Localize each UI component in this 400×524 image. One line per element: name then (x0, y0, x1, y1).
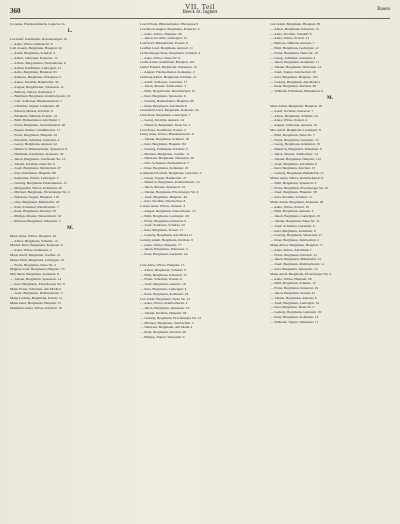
directory-entry: — Heinrich, Bergmann, Rohrbacherstr. 14 (140, 180, 200, 185)
directory-entry: — Georg, Invalide, Annastr. 14 (140, 117, 184, 122)
directory-entry: — Ludwig, Bergmann, Gartenstr. 20 (270, 310, 322, 315)
directory-entry: Maier Adam, Bergmann, Kaiserstr. 28 (270, 199, 324, 204)
col1-top-list (10, 22, 130, 27)
directory-entry: Liesenfeld Josef, Bergmann, Kaiserstr. 24 (140, 108, 199, 113)
directory-entry: Lieblang Albert, Bergmann, Kirchstr. 21 (140, 74, 197, 79)
directory-entry: — Peter, Bergmann, Kirchstr. 30 (270, 84, 316, 89)
directory-entry: — Karl, Invalide, Sulzbachstr. 8 (140, 199, 186, 204)
directory-entry: — Ludwig, Bergmann, Bahnhofstr. 21 (270, 171, 324, 176)
directory-entry: — Albert, Bergmann, Schulstr. 12 (10, 238, 58, 243)
directory-entry: — Karl, Bergmann, Ludwigstr. 4 (140, 287, 187, 292)
directory-entry: — Emil, Bergmann, Annastr. 2 (270, 209, 314, 214)
directory-entry: — Franz, Bergmann, Kaiserstr. 6 (140, 218, 187, 223)
directory-entry: — Karl, Bergmann, Poststr. 17 (140, 228, 184, 233)
directory-entry: — Adolf, Invalide, Kaiserstr. 7 (270, 108, 314, 113)
directory-entry: — Johann, Bergmann, Elversberger Str. 6 (140, 189, 199, 194)
directory-entry: Leuffen Josef, Bergmann, Annastr. 11 (140, 45, 193, 50)
directory-entry: Lesch Franz, Hüttenarbeiter, Pfarrgasse 6 (140, 22, 198, 26)
directory-entry: — Peter, Bergmann, Kohlenstr. 23 (140, 291, 189, 296)
directory-entry: Mai Jakob, Bergmann, Gartenstr. 8 (10, 272, 60, 277)
directory-entry: — Anna, Witwe, Hauptstr. 26 (270, 276, 312, 281)
directory-entry: — Ludwig, Bergmann, Ensheimerstr. 15 (10, 180, 67, 185)
directory-entry: — August, Bergarbeiter, Wiesenstr. 11 (10, 84, 64, 89)
directory-entry: — Jakob, Maurer, Spieserstr. 19 (140, 185, 186, 190)
directory-entry: — Nikolaus, Bergmann, Wiesenstr. 20 (140, 156, 194, 161)
directory-entry: — Josef, Bergmann, Rohrbacherstr. 11 (270, 262, 325, 267)
directory-entry: Ludwig Adam, Bergmann, Kirchstr. 8 (140, 237, 193, 242)
directory-entry: — August, Bergmann, Neuweilerstr. 15 (140, 209, 196, 214)
directory-entry: — Alfred, Kaufmann, Ludwigstr. 21 (10, 65, 62, 70)
directory-entry: — Emil, Bergmann, Neue Str. 7 (270, 132, 315, 137)
directory-entry: — Josef, Bergmann, Hauptstr. 49 (140, 194, 187, 199)
directory-entry: — Peter, Bergmann, Gartenstr. 24 (140, 252, 188, 257)
directory-entry: — Georg, Bergmann, Annastr. 22 (10, 142, 58, 147)
directory-entry: — Paul, Schreiner, Rischbachstr. 7 (10, 204, 59, 209)
directory-entry: — Ernst, Bergmann, Saarbrückerstr. 40 (10, 123, 66, 128)
directory-entry: — Johann, Bergmann, Wiesenstr. 14 (270, 65, 322, 70)
directory-entry: — Jakob, Invalide, Ludwigstr. 15 (140, 36, 187, 41)
directory-entry: — Anna, Witwe, Kohlenstr. 4 (10, 248, 52, 253)
col3-bottom-list (270, 104, 390, 325)
directory-entry: — Anna, Witwe, Am Markt 7 (270, 247, 312, 252)
directory-entry: — Franz, Schreiner, Poststr. 6 (140, 277, 182, 282)
directory-entry: — Wilhelm, Fuhrmann, Bahnhofstr. 6 (270, 89, 324, 94)
directory-entry: — Peter, Bergmann, Sulzbachstr. 2 (270, 238, 320, 243)
directory-entry: — Emil, Bergmann, Kaiserstr. 31 (140, 272, 187, 277)
directory-entry: — Nikolaus, Tagner, Hauptstr. 119 (10, 195, 59, 200)
directory-entry: — Wilhelm, Tagner, Wiesenstr. 11 (270, 319, 319, 324)
directory-entry: Mann Peter, Bergmann, Hauptstr. 57 (10, 301, 62, 306)
directory-entry: — Barbara, Näherin, Annastr. 7 (270, 41, 315, 46)
directory-entry: — Albert, Bergmann, Schulstr. 24 (270, 113, 318, 118)
directory-entry: Leuf Karl, Bahnarbeiter, Poststr. 8 (140, 41, 188, 46)
col3-top-list (270, 22, 390, 94)
directory-entry: — Heinrich, Hüttenarbeiter, Spieserstr. 8 (10, 147, 68, 152)
header-right-text: Rauen (377, 7, 390, 12)
directory-entry: — Karl, Invalide, Schulstr. 11 (270, 195, 312, 200)
directory-entry: — Josef, Bergmann, Annastr. 18 (140, 282, 186, 287)
directory-entry: — Anton, Invalide, Bahnhofstr. 34 (10, 79, 59, 84)
directory-entry: — Jakob, Bergmann, Kohlenstr. 11 (270, 60, 320, 65)
directory-entry: — Johann, Bergmann, Annastr. 9 (270, 295, 317, 300)
directory-entry: — Karl, Bergmann, Kohlenstr. 8 (270, 228, 316, 233)
directory-entry: — Josef, Tagner, Sulzbachstr. 20 (270, 69, 316, 74)
directory-entry: — Philipp, Maurer, Neuweilerstr. 10 (10, 214, 62, 219)
directory-entry: — Karl, Bergmann, Hauptstr. 84 (140, 141, 186, 146)
directory-entry: — Carl, Schlosser, Blieskastelerstr. 5 (10, 99, 63, 104)
directory-entry: — Karl, Bergmann, Neue Str. 5 (270, 305, 315, 310)
directory-entry: — Hermann, Kaufmann, Kaiserstr. 30 (10, 151, 64, 156)
directory-entry: — Franz, Bergmann, Kirchstr. 12 (270, 252, 317, 257)
directory-entry: — Adolf, Schlosser, Gartenstr. 17 (140, 79, 188, 84)
section-letter: M. (67, 225, 73, 231)
directory-entry: Laib Joseph, Bergmann, Hauptstr. 42 (10, 46, 62, 51)
directory-entry: — Andreas, Bergmann, Pfarrgasse 2 (10, 75, 61, 80)
directory-entry: — Alois, Invalide, Schulstr. 6 (270, 31, 312, 36)
directory-entry: — Jakob, Bergmann, Wiesenstr. 2 (140, 247, 188, 252)
directory-entry: — Johann, Bergmann, Neue Str. 11 (270, 219, 320, 224)
directory-entry: — Franz, Bergmann, Hauptstr. 61 (10, 132, 58, 137)
directory-entry: — Ludwig, Bergmann, Am Markt 11 (140, 233, 193, 238)
directory-entry: — Josef, Bergmann, Sulzbachstr. 27 (10, 166, 61, 171)
directory-entry: Lorenz Anna, Witwe, Annastr. 3 (140, 204, 185, 209)
directory-entry: — Anna, Witwe, Poststr. 4 (270, 118, 308, 123)
header-rule (10, 18, 390, 19)
col2-top-list (140, 22, 260, 257)
directory-entry: Mannhard Anna, Witwe, Kirchstr. 19 (10, 305, 62, 310)
directory-entry: — Elisabeth, Näherin, Poststr. 14 (10, 113, 57, 118)
directory-entry: — Philipp, Tagner, Wiesenstr. 9 (140, 335, 185, 339)
directory-entry: — Friedrich, Schmied, Gartenstr. 4 (10, 137, 60, 142)
directory-entry: — Albert, Bergmann, Schulstr. 9 (140, 267, 186, 272)
directory-entry: — Eduard, Maurer, Kirchstr. 9 (10, 108, 53, 113)
directory-entry: — Jakob, Maurer, Sulzbachstr. 14 (270, 151, 318, 156)
page-title: VII. Teil (184, 2, 216, 11)
directory-entry: — Karl, Bergmann, Kirchstr. 15 (270, 166, 316, 171)
directory-entry: — Adolf, Bergmann, Schulstr. 3 (10, 51, 56, 56)
column-2 (140, 22, 260, 514)
directory-entry: — Johann, Bergmann, Spieserstr. 14 (10, 277, 62, 282)
directory-entry: — Ludwig, Bahnarbeiter, Hauptstr. 66 (140, 98, 194, 103)
directory-entry: Lai Adolf, Kaufmann, Ravensburgstr. 16 (10, 36, 67, 41)
directory-entry: — Ludwig, Bergmann, Wiesenstr. 17 (270, 233, 323, 238)
directory-entry: — Jakob, Bergmann, Spieserstr. 10 (140, 306, 190, 311)
directory-entry: — Peter, Bergmann, Kirchstr. 33 (10, 209, 56, 214)
directory-entry: Mack Adolf, Bergmann, Josefstr. 21 (10, 253, 61, 258)
directory-entry: — Karl, Fuhrmann, Hauptstr. 88 (10, 171, 56, 176)
directory-entry: — Richard, Bergmann, Wiesenstr. 5 (10, 219, 61, 224)
section-letter: L. (67, 28, 73, 34)
column-3 (270, 22, 390, 514)
directory-entry: Mann Adolf, Bergmann, Elversberger Str. 4 (270, 271, 332, 276)
directory-entry: — Karl, Bergmann, Elversberger Str. 9 (10, 281, 65, 286)
directory-entry: — Peter, Bergmann, Kohlenstr. 16 (140, 165, 189, 170)
directory-entry: — Ludwig, Fuhrmann, Kirchstr. 5 (140, 146, 188, 151)
directory-entry: — Peter, Bergmann, Kohlenstr. 14 (270, 315, 319, 320)
directory-entry: — Alfons, Bergarbeiter, Neuweilerstr. 6 (10, 60, 66, 65)
page-subtitle: Beeck St. Ingbert (182, 10, 218, 15)
directory-entry: — Josef, Bergmann, Ludwigstr. 19 (270, 300, 320, 305)
directory-entry: — Margaretha, Witwe, Kohlenstr. 20 (10, 185, 62, 190)
directory-entry: — Johann, Bergmann, Schulstr. 18 (140, 137, 189, 142)
directory-entry: — Jakob, Bergmann, Bahnhofstr. 15 (270, 257, 322, 262)
directory-entry: Lohmann Friedrich, Bergmann, Gartenstr. 2 (140, 170, 202, 175)
directory-entry: — Josef, Bergmann, Am Markt 9 (270, 161, 317, 166)
directory-entry: — Katharina, Witwe, Ludwigstr. 3 (10, 175, 59, 180)
directory-entry: — Anna, Witwe, Hauptstr. 77 (140, 242, 182, 247)
directory-entry: — Jakob, Bergmann, Poststr. 22 (270, 291, 316, 296)
directory-entry: Lichtenberger Peter, Bergmann, Schulstr. 4 (140, 50, 201, 55)
directory-entry: Leschhorn August, Bergmann, Kaiserstr. 2 (140, 26, 200, 31)
directory-entry: Mach Anna, Witwe, Hauptstr. 44 (10, 233, 56, 238)
directory-entry: Mac Adolf, Bergmann, Ludwigstr. 8 (270, 127, 321, 132)
directory-entry: Maas Adam, Bergmann, Hauptstr. 18 (270, 103, 322, 108)
directory-entry: — Georg, Tagner, Bahnhofstr. 27 (140, 175, 187, 180)
directory-entry: — Josef, Schlosser, Schulstr. 22 (140, 223, 185, 228)
directory-entry: Lux Adolf, Bergmann, Neue Str. 13 (140, 296, 190, 301)
directory-entry: — Franz, Bergmann, Elversberger Str. 15 (270, 185, 329, 190)
directory-entry: — Johann, Invalide, Hauptstr. 92 (140, 311, 187, 316)
directory-entry: Macher Peter, Bergmann, Kaiserstr. 9 (10, 243, 63, 248)
column-1 (10, 22, 130, 514)
directory-entry: — Christian, Tagner, Grubenstr. 28 (10, 103, 60, 108)
directory-entry: — Peter, Bergmann, Kirchstr. 26 (140, 330, 186, 335)
directory-entry: — Alois, Bergmann, Hauptstr. 95 (10, 70, 57, 75)
directory-entry: — Jakob, Maurer, Sulzbachstr. 3 (140, 84, 186, 89)
directory-entry: — Josef, Bergmann, Hauptstr. 58 (270, 190, 317, 195)
directory-entry: — Ludwig, Bergmann, Am Markt 2 (270, 79, 321, 84)
directory-entry: — Otto, Schreiner, Ensheimerstr. 7 (140, 161, 190, 166)
directory-entry: — Ludwig, Bergmann, Elversberger Str. 12 (140, 315, 202, 320)
directory-entry: — Franz, Bergmann, Neue Str. 2 (10, 262, 57, 267)
directory-entry: — Jakob, Bergmann, Ludwigstr. 23 (270, 214, 321, 219)
directory-entry: Lion Ernst, Kaufmann, Poststr. 2 (140, 127, 186, 132)
directory-entry: — Josef, Schreiner, Gartenstr. 6 (270, 223, 315, 228)
col1-bottom-list (10, 234, 130, 311)
directory-entry: Linn Peter, Bergmann, Ludwigstr. 7 (140, 113, 191, 118)
directory-entry: — Albert, Schreiner, Kaiserstr. 12 (10, 55, 58, 60)
directory-entry: — August, Fabrikarbeiter, Kohlenstr. 2 (140, 69, 195, 74)
directory-entry: — Michael, Bergmann, Josefstr. 11 (140, 151, 190, 156)
directory-entry: — Nikolaus, Bergmann, Am Markt 4 (140, 325, 193, 330)
directory-entry: — Anna, Witwe, Poststr. 19 (270, 204, 309, 209)
directory-entry: — Otto, Bergmann, Bahnhofstr. 18 (10, 199, 60, 204)
directory-entry: — Michael, Bergmann, Elversberger Str. 2 (10, 190, 70, 195)
columns (10, 22, 390, 514)
directory-entry: Maier Franz, Schreiner, Am Markt 6 (10, 286, 62, 291)
directory-entry: Mader Emil, Bergmann, Ludwigstr. 16 (10, 257, 65, 262)
directory-entry: — Heinrich, Bergmann, Neue Str. 3 (140, 122, 191, 127)
col1-mid-list (10, 37, 130, 224)
directory-entry: — Emil, Bergmann, Spieserstr. 3 (270, 180, 317, 185)
directory-entry: Mang Albert, Bergmann, Hauptstr. 71 (270, 243, 323, 248)
directory-entry: — Bernhard, Bergmann, Rohrbacherstr. 19 (10, 94, 71, 99)
directory-entry: — Franz, Bergmann, Neue Str. 18 (270, 50, 318, 55)
directory-entry: — Eugen, Dreher, Glashüttenstr. 17 (10, 127, 61, 132)
directory-entry: Mang Ludwig, Bergmann, Poststr. 11 (10, 296, 63, 301)
directory-entry: — Anna, Witwe, Hauptstr. 29 (140, 31, 182, 36)
directory-entry: — Georg, Bergmann, Kohlenstr. 19 (270, 142, 320, 147)
directory-entry: Mader Anna, Witwe, Rohrbacherstr. 8 (270, 175, 324, 180)
directory-entry: — Emil, Bergmann, Ludwigstr. 12 (270, 45, 319, 50)
directory-entry: Littig Anna, Witwe, Blieskastelerstr. 9 (140, 132, 194, 137)
col2-bottom-list (140, 263, 260, 340)
directory-entry: Lichti Adam, Kaufmann, Hauptstr. 101 (140, 60, 195, 65)
directory-entry: — Heinrich, Bergmann, Wiesenstr. 6 (270, 147, 322, 152)
directory-entry: Magnus Josef, Bergmann, Hauptstr. 73 (10, 267, 65, 272)
directory-entry: Lu Anna, Fabrikarbeiterin, Lagerstr. 3a (10, 22, 65, 26)
directory-entry: — Josef, Bergmann, Rohrbacherstr. 3 (10, 291, 63, 296)
directory-entry: — Anna, Witwe, Rohrbacherstr. 2 (140, 301, 188, 306)
directory-entry: — Anna, Witwe, Neue Str. 9 (140, 55, 181, 60)
directory-entry: — Emil, Bergmann, Ludwigstr. 29 (140, 213, 189, 218)
directory-entry: Liebel Eduard, Bergmann, Wiesenstr. 13 (140, 65, 197, 70)
directory-entry: — Albert, Bergmann, Kaiserstr. 15 (270, 26, 319, 31)
directory-entry: — Karl, Bergmann, Spieserstr. 16 (270, 267, 318, 272)
directory-entry: — Michael, Bergmann, Sulzbachstr. 5 (140, 320, 194, 325)
directory-entry: — Anna, Witwe, Poststr. 13 (270, 36, 309, 41)
directory-entry: — Georg, Schmied, Gartenstr. 9 (270, 55, 316, 60)
section-letter: M. (327, 95, 333, 101)
directory-entry: — Franz, Bergmann, Gartenstr. 13 (270, 137, 319, 142)
directory-entry: — Emil, Bergmann, Schulstr. 15 (270, 281, 316, 286)
directory-entry: — Anna, Witwe, Rathausstr. 8 (10, 41, 53, 46)
page-number: 360 (10, 7, 21, 15)
directory-entry: — Johann, Invalide, Neue Str. 6 (10, 161, 55, 166)
directory-entry: Lux Adam, Bergmann, Hauptstr. 38 (270, 22, 320, 26)
directory-entry: — Johann, Bergmann, Hauptstr. 112 (270, 156, 322, 161)
directory-entry: — Franz, Bergmann, Kaiserstr. 19 (270, 286, 319, 291)
directory-entry: Lutz Anna, Witwe, Hauptstr. 15 (140, 263, 185, 268)
directory-entry: — Emil, Bahnarbeiter, Am Markt 3 (10, 118, 60, 123)
directory-entry: — Emil, Bergarbeiter, Rischbachstr. 12 (140, 89, 196, 94)
directory-entry: — Peter, Bergmann, Am Markt 8 (140, 103, 187, 108)
directory-entry: — Karl, Bergmann, Hauptstr. 105 (270, 74, 318, 79)
directory-entry: — August, Schlosser, Annastr. 16 (270, 123, 318, 128)
page-header (10, 2, 390, 18)
directory-entry: — Karl, Bergmann, Spieserstr. 6 (140, 93, 186, 98)
directory-entry: — Barbara, Witwe, Kohlenstr. 7 (10, 89, 56, 94)
directory-entry: — Jakob, Bergmann, Josefstaler Str. 13 (10, 156, 66, 161)
